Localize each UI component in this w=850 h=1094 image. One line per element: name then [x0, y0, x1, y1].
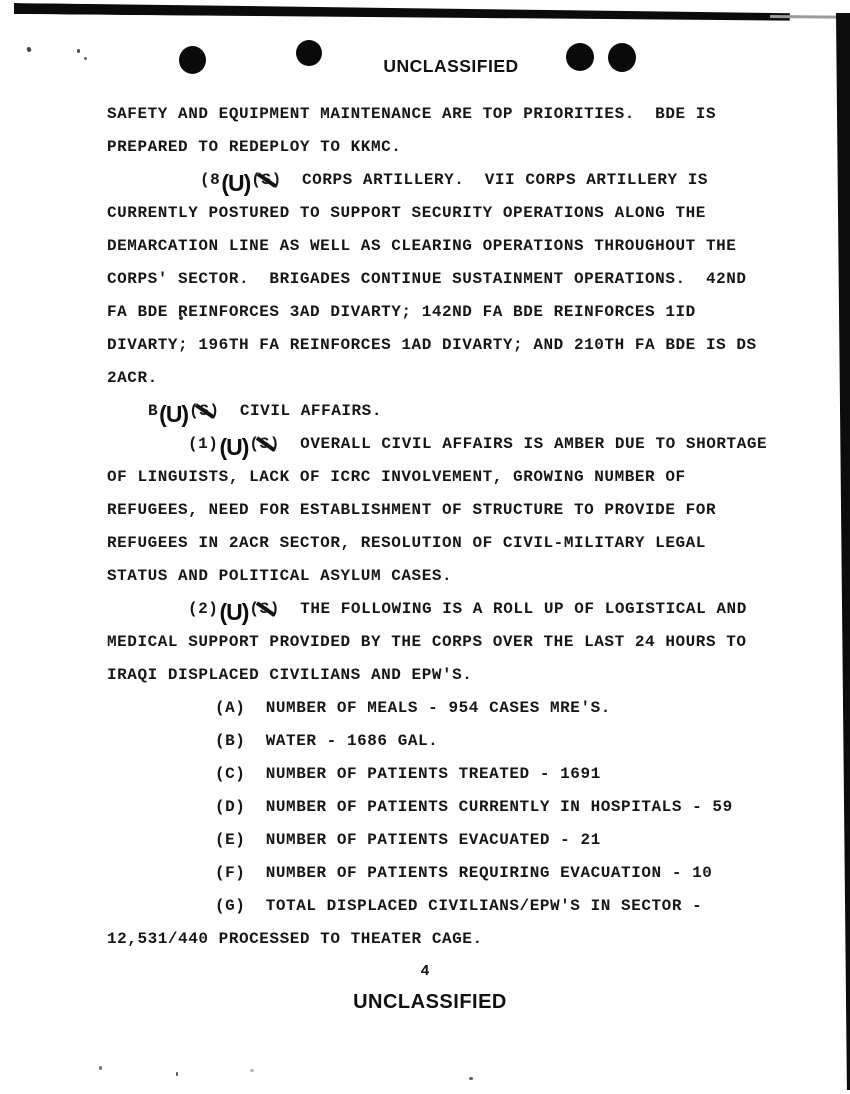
- scan-speck: [176, 1072, 178, 1076]
- doc-line: CURRENTLY POSTURED TO SUPPORT SECURITY OPERATIONS ALONG THE: [107, 204, 706, 222]
- declass-u-stamp: (U): [219, 599, 249, 625]
- doc-line: REFUGEES, NEED FOR ESTABLISHMENT OF STRUCTURE TO PROVIDE FOR: [107, 501, 717, 519]
- para-label: (8: [200, 171, 221, 189]
- para-text: OVERALL CIVIL AFFAIRS IS AMBER DUE TO SHORTAGE: [279, 435, 768, 453]
- list-item-meals: (A) NUMBER OF MEALS - 954 CASES MRE'S.: [215, 699, 611, 717]
- doc-line: REFUGEES IN 2ACR SECTOR, RESOLUTION OF CIVIL-MILITARY LEGAL: [107, 534, 706, 552]
- doc-line: MEDICAL SUPPORT PROVIDED BY THE CORPS OVER THE LAST 24 HOURS TO: [107, 633, 747, 651]
- struck-classification: S: [261, 164, 271, 197]
- list-item-water: (B) WATER - 1686 GAL.: [215, 732, 439, 750]
- doc-line: SAFETY AND EQUIPMENT MAINTENANCE ARE TOP PRIORITIES. BDE IS: [107, 105, 717, 123]
- list-item-patients-requiring-evac: (F) NUMBER OF PATIENTS REQUIRING EVACUATION - 10: [215, 864, 713, 882]
- header-classification: UNCLASSIFIED: [383, 56, 519, 76]
- struck-open-paren: (: [189, 402, 200, 420]
- scan-speck: [99, 1066, 102, 1070]
- struck-open-paren: (: [251, 171, 262, 189]
- doc-line: CORPS' SECTOR. BRIGADES CONTINUE SUSTAINMENT OPERATIONS. 42ND: [107, 270, 747, 288]
- scan-speck: [250, 1069, 254, 1072]
- doc-line: IRAQI DISPLACED CIVILIANS AND EPW'S.: [107, 666, 473, 684]
- list-item-patients-hospitals: (D) NUMBER OF PATIENTS CURRENTLY IN HOSPITALS - 59: [215, 798, 733, 816]
- document-body: [107, 98, 787, 956]
- scan-edge-top-bar: [14, 3, 790, 21]
- list-item-patients-evacuated: (E) NUMBER OF PATIENTS EVACUATED - 21: [215, 831, 601, 849]
- scan-speck: [77, 49, 80, 53]
- para-label: (1): [188, 435, 219, 453]
- doc-line: 2ACR.: [107, 369, 158, 387]
- doc-line: STATUS AND POLITICAL ASYLUM CASES.: [107, 567, 453, 585]
- footer-classification: UNCLASSIFIED: [353, 991, 507, 1013]
- struck-close-paren: ): [209, 402, 220, 420]
- declass-u-stamp: (U): [159, 401, 189, 427]
- doc-line: DIVARTY; 196TH FA REINFORCES 1AD DIVARTY; AND 210TH FA BDE IS DS: [107, 336, 757, 354]
- declass-u-stamp: (U): [221, 170, 251, 196]
- doc-line: 12,531/440 PROCESSED TO THEATER CAGE.: [107, 930, 483, 948]
- struck-open-paren: (: [249, 435, 260, 453]
- para-text: THE FOLLOWING IS A ROLL UP OF LOGISTICAL AND: [279, 600, 747, 618]
- struck-classification: S: [199, 395, 209, 428]
- struck-close-paren: ): [271, 171, 282, 189]
- doc-line: FA BDE REINFORCES 3AD DIVARTY; 142ND FA BDE REINFORCES 1ID: [107, 303, 696, 321]
- para-overall-civil-affairs: [107, 428, 787, 461]
- doc-line: PREPARED TO REDEPLOY TO KKMC.: [107, 138, 402, 156]
- list-item-patients-treated: (C) NUMBER OF PATIENTS TREATED - 1691: [215, 765, 601, 783]
- scan-edge-right-bar: [836, 13, 850, 1090]
- para-text: CIVIL AFFAIRS.: [219, 402, 382, 420]
- declass-u-stamp: (U): [219, 434, 249, 460]
- list-item-total-displaced: (G) TOTAL DISPLACED CIVILIANS/EPW'S IN SECTOR -: [215, 897, 703, 915]
- para-logistics-rollup: [107, 593, 787, 626]
- page-number: 4: [420, 963, 430, 980]
- scan-speck: [26, 46, 31, 52]
- para-label: B: [148, 402, 159, 420]
- doc-line: DEMARCATION LINE AS WELL AS CLEARING OPERATIONS THROUGHOUT THE: [107, 237, 737, 255]
- struck-close-paren: ): [269, 435, 280, 453]
- struck-classification: S: [260, 593, 270, 626]
- para-label: (2): [188, 600, 219, 618]
- para-text: CORPS ARTILLERY. VII CORPS ARTILLERY IS: [281, 171, 709, 189]
- para-corps-artillery-heading: [107, 164, 787, 197]
- struck-close-paren: ): [269, 600, 280, 618]
- scan-speck: [469, 1077, 473, 1080]
- para-civil-affairs-heading: [107, 395, 787, 428]
- doc-line: OF LINGUISTS, LACK OF ICRC INVOLVEMENT, GROWING NUMBER OF: [107, 468, 686, 486]
- struck-classification: S: [260, 428, 270, 461]
- struck-open-paren: (: [249, 600, 260, 618]
